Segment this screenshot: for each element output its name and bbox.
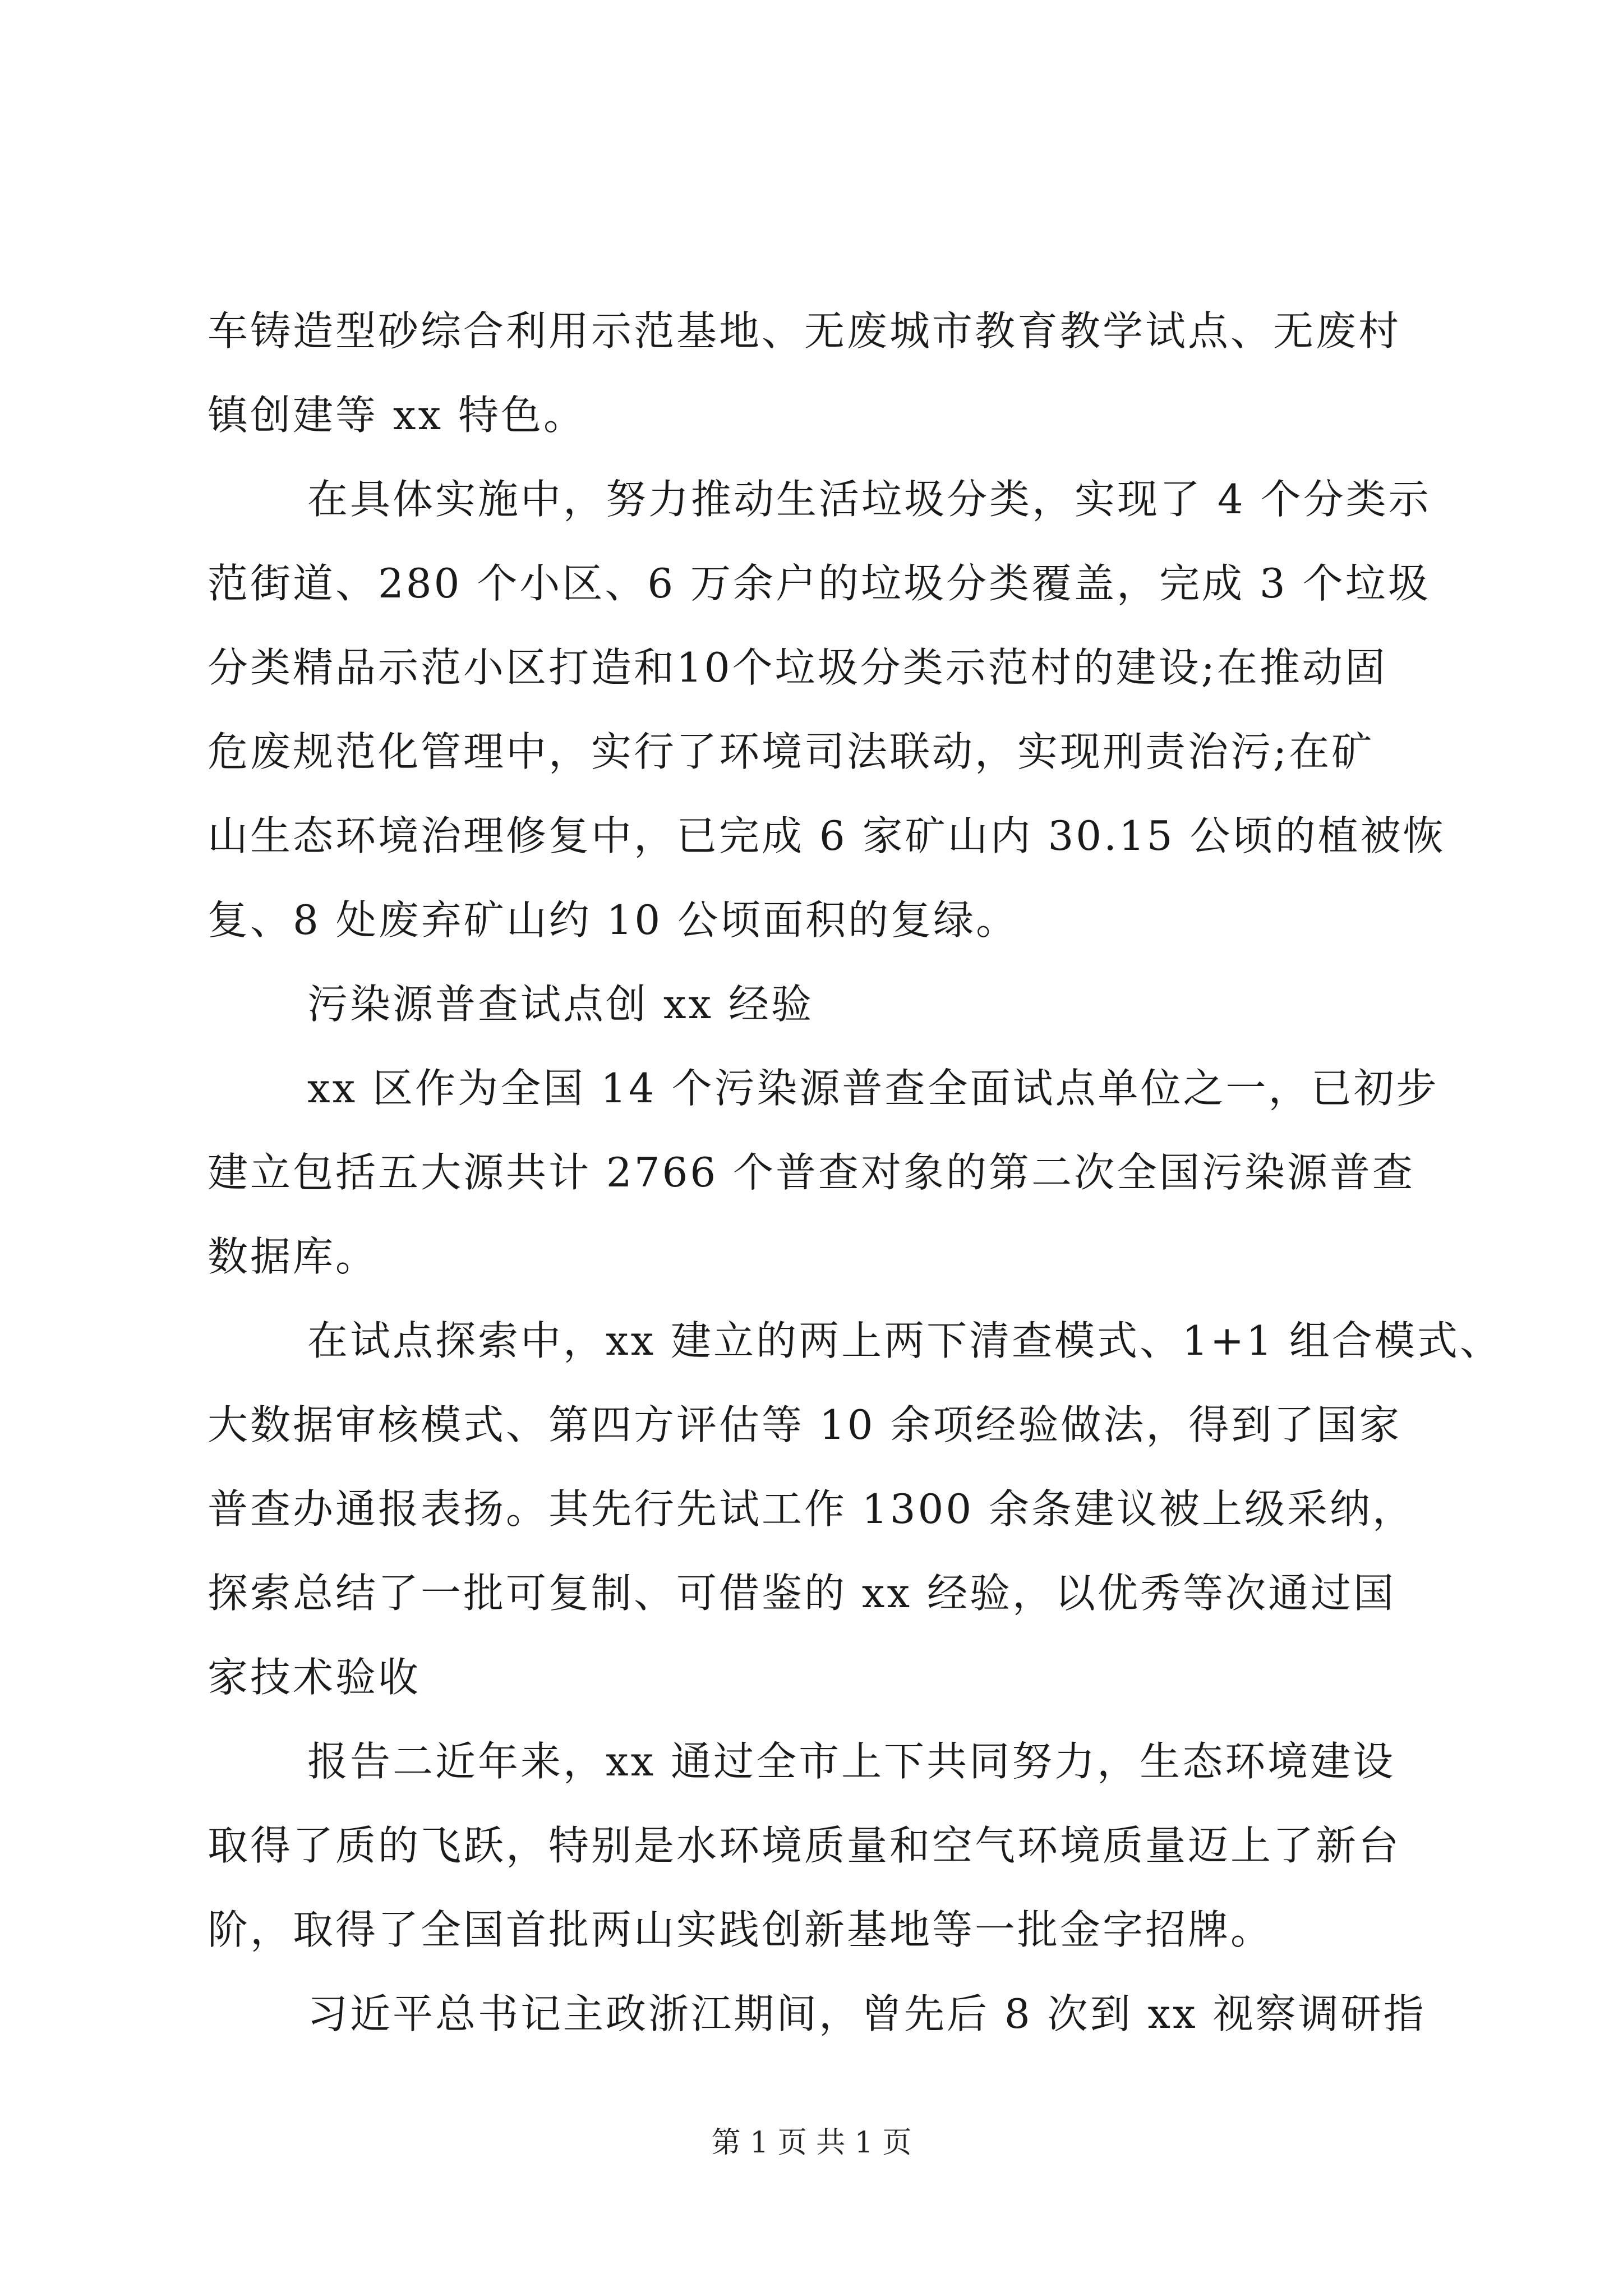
text-line: 家技术验收 xyxy=(208,1654,421,1701)
text-line: xx 区作为全国 14 个污染源普查全面试点单位之一，已初步 xyxy=(307,1065,1439,1112)
text-line: 建立包括五大源共计 2766 个普查对象的第二次全国污染源普查 xyxy=(208,1149,1415,1196)
text-line: 普查办通报表扬。其先行先试工作 1300 余条建议被上级采纳， xyxy=(208,1485,1415,1533)
text-line: 山生态环境治理修复中，已完成 6 家矿山内 30.15 公顷的植被恢 xyxy=(208,812,1446,859)
text-line: 大数据审核模式、第四方评估等 10 余项经验做法，得到了国家 xyxy=(208,1401,1402,1448)
text-line: 危废规范化管理中，实行了环境司法联动，实现刑责治污;在矿 xyxy=(208,728,1375,775)
text-line: 阶，取得了全国首批两山实践创新基地等一批金字招牌。 xyxy=(208,1906,1274,1953)
text-line: 镇创建等 xx 特色。 xyxy=(208,392,586,439)
text-line: 在试点探索中，xx 建立的两上两下清查模式、1+1 组合模式、 xyxy=(307,1317,1502,1364)
text-line: 数据库。 xyxy=(208,1233,379,1280)
text-line: 报告二近年来，xx 通过全市上下共同努力，生态环境建设 xyxy=(307,1738,1396,1785)
page-footer: 第 1 页 共 1 页 xyxy=(711,2126,912,2160)
text-line: 在具体实施中，努力推动生活垃圾分类，实现了 4 个分类示 xyxy=(307,476,1431,523)
text-line: 车铸造型砂综合利用示范基地、无废城市教育教学试点、无废村 xyxy=(208,307,1401,355)
text-line: 范街道、280 个小区、6 万余户的垃圾分类覆盖，完成 3 个垃圾 xyxy=(208,560,1431,607)
section-heading: 污染源普查试点创 xx 经验 xyxy=(307,981,814,1028)
text-line: 分类精品示范小区打造和10个垃圾分类示范村的建设;在推动固 xyxy=(208,644,1387,691)
text-line: 探索总结了一批可复制、可借鉴的 xx 经验，以优秀等次通过国 xyxy=(208,1570,1396,1617)
text-line: 习近平总书记主政浙江期间，曾先后 8 次到 xx 视察调研指 xyxy=(307,1990,1426,2037)
text-line: 复、8 处废弃矿山约 10 公顷面积的复绿。 xyxy=(208,896,1019,944)
text-line: 取得了质的飞跃，特别是水环境质量和空气环境质量迈上了新台 xyxy=(208,1822,1401,1869)
